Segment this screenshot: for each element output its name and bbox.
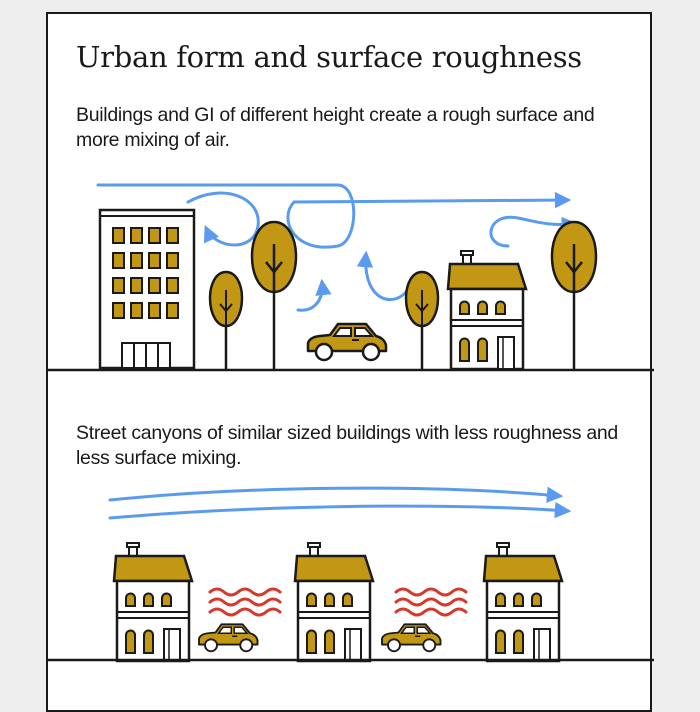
- infographic-card: [46, 12, 652, 712]
- car-right: [382, 624, 441, 651]
- tree-large-right: [552, 222, 596, 370]
- street-canyon-panel: [48, 488, 654, 661]
- street-canyon-caption: Street canyons of similar sized buildings with less roughness and less surface mixing.: [76, 422, 618, 469]
- tall-apartment-building: [100, 210, 194, 368]
- heat-waves-left: [210, 589, 280, 615]
- rough-surface-caption: Buildings and GI of different height create a rough surface and more mixing of air.: [76, 104, 595, 151]
- tree-small-left: [210, 272, 242, 370]
- urban-illustration: [48, 14, 654, 702]
- townhouse-1: [114, 543, 192, 661]
- airflow-smooth: [110, 488, 568, 518]
- townhouse-2: [295, 543, 373, 661]
- infographic-title: Urban form and surface roughness: [76, 40, 582, 74]
- tree-large: [252, 222, 296, 370]
- townhouse: [448, 251, 526, 369]
- tree-small-right: [406, 272, 438, 370]
- townhouse-3: [484, 543, 562, 661]
- car: [308, 324, 386, 360]
- heat-waves-right: [396, 589, 466, 615]
- rough-surface-panel: [48, 185, 654, 370]
- car-left: [199, 624, 258, 651]
